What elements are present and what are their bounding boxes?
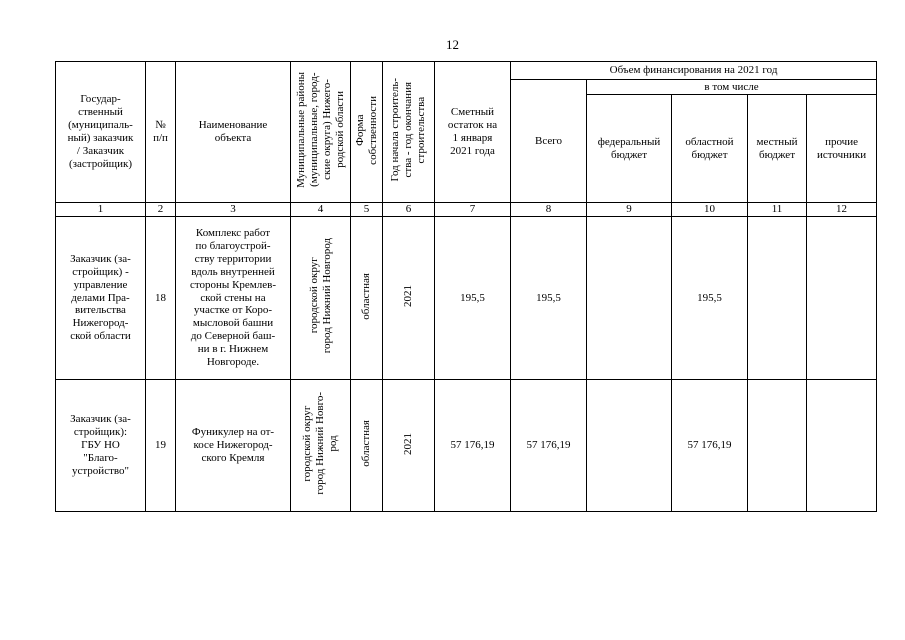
- column-number: 9: [587, 203, 672, 217]
- row-regional: 195,5: [672, 217, 748, 380]
- header-local: местный бюджет: [748, 95, 807, 203]
- header-estimate: Сметный остаток на 1 января 2021 года: [435, 62, 511, 203]
- row-municipal: [291, 217, 351, 380]
- column-number: 1: [56, 203, 146, 217]
- header-funding: Объем финансирования на 2021 год: [511, 62, 877, 80]
- column-number: 11: [748, 203, 807, 217]
- header-including: в том числе: [587, 80, 877, 95]
- column-number: 3: [176, 203, 291, 217]
- row-municipal: [291, 380, 351, 512]
- page-number: 12: [446, 37, 459, 52]
- row-local: [748, 217, 807, 380]
- row-municipal-text: городской округ город Нижний Новгород: [307, 238, 333, 354]
- row-num: 18: [146, 217, 176, 380]
- header-other: прочие источники: [807, 95, 877, 203]
- row-object: Фуникулер на от- косе Нижегород- ского Кремля: [176, 380, 291, 512]
- column-number: 2: [146, 203, 176, 217]
- row-other: [807, 217, 877, 380]
- row-ownership-text: областная: [360, 420, 373, 467]
- row-regional: 57 176,19: [672, 380, 748, 512]
- row-num: 19: [146, 380, 176, 512]
- row-total: 195,5: [511, 217, 587, 380]
- row-local: [748, 380, 807, 512]
- row-years-text: 2021: [402, 432, 415, 455]
- row-municipal-text: городской округ город Нижний Новго- род: [301, 392, 339, 495]
- financing-table: [55, 61, 877, 512]
- column-number: 10: [672, 203, 748, 217]
- row-years: [383, 217, 435, 380]
- row-other: [807, 380, 877, 512]
- header-years: [383, 62, 435, 203]
- row-customer: Заказчик (за- стройщик): ГБУ НО "Благо- устройство": [56, 380, 146, 512]
- row-federal: [587, 380, 672, 512]
- header-customer: Государ- ственный (муниципаль- ный) заказчик / Заказчик (застройщик): [56, 62, 146, 203]
- row-ownership: [351, 380, 383, 512]
- row-estimate: 195,5: [435, 217, 511, 380]
- table-row: [56, 217, 877, 380]
- header-municipal: [291, 62, 351, 203]
- column-number: 12: [807, 203, 877, 217]
- column-number: 4: [291, 203, 351, 217]
- header-num: № п/п: [146, 62, 176, 203]
- header-ownership: [351, 62, 383, 203]
- row-ownership-text: областная: [360, 272, 373, 320]
- column-numbers-row: [56, 203, 877, 217]
- row-object: Комплекс работ по благоустрой- ству территории вдоль внутренней стороны Кремлев- ской стены на участке от Коро- мысловой башни до Северной баш- ни в г. Нижнем Новгороде.: [176, 217, 291, 380]
- row-customer: Заказчик (за- стройщик) - управление делами Пра- вительства Нижегород- ской области: [56, 217, 146, 380]
- row-total: 57 176,19: [511, 380, 587, 512]
- header-object: Наименование объекта: [176, 62, 291, 203]
- row-ownership: [351, 217, 383, 380]
- row-federal: [587, 217, 672, 380]
- header-years-text: Год начала строитель- ства - год окончания строительства: [389, 78, 427, 182]
- header-ownership-text: Форма собственности: [353, 95, 379, 165]
- column-number: 7: [435, 203, 511, 217]
- row-estimate: 57 176,19: [435, 380, 511, 512]
- header-federal: федеральный бюджет: [587, 95, 672, 203]
- table-row: [56, 380, 877, 512]
- header-municipal-text: Муниципальные районы (муниципальные, город- ские округа) Нижего- родской области: [294, 72, 346, 188]
- column-number: 8: [511, 203, 587, 217]
- header-total: Всего: [511, 80, 587, 203]
- column-number: 5: [351, 203, 383, 217]
- row-years: [383, 380, 435, 512]
- column-number: 6: [383, 203, 435, 217]
- header-regional: областной бюджет: [672, 95, 748, 203]
- row-years-text: 2021: [402, 285, 415, 308]
